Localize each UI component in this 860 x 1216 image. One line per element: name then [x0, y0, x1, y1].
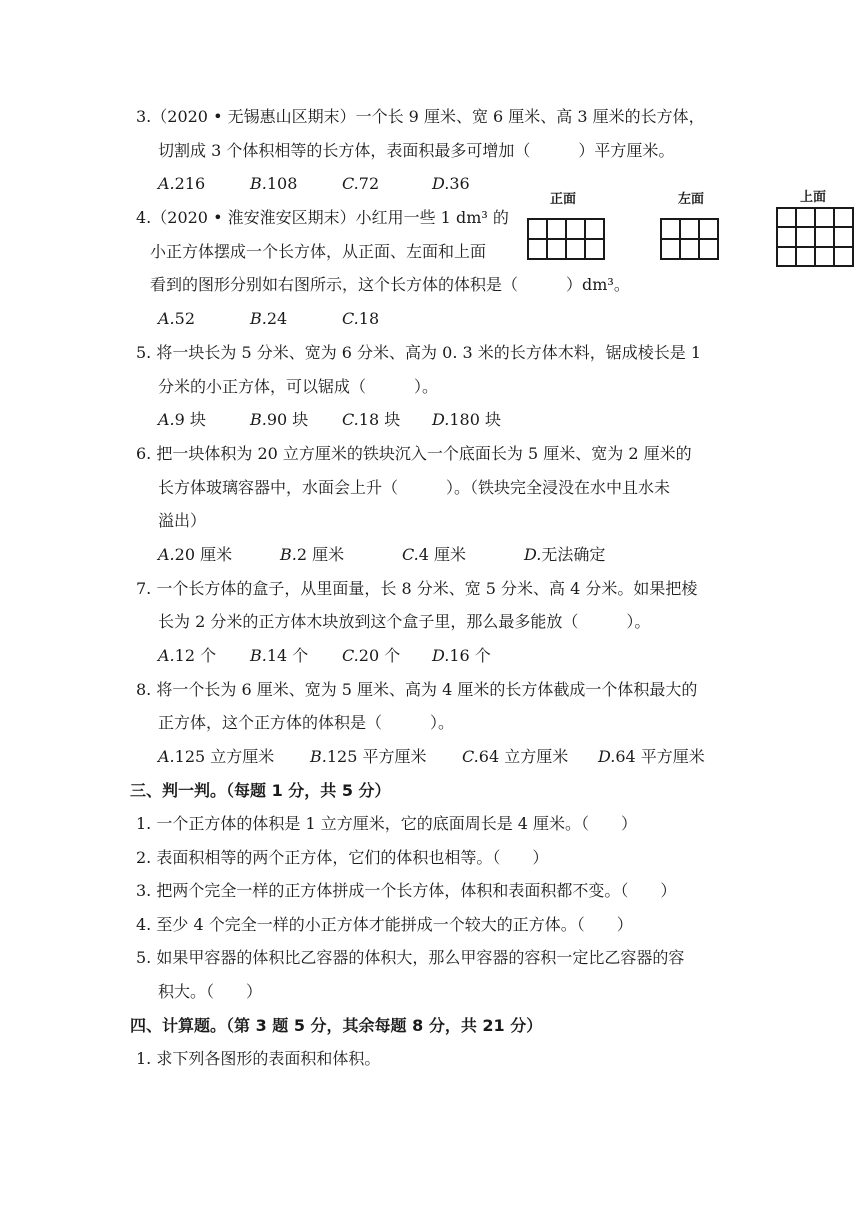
- option-d: D.180 块: [432, 410, 501, 429]
- option-a: A.216: [158, 174, 206, 193]
- option-b: B.14 个: [250, 646, 309, 665]
- question-4-line-1: 4.（2020 • 淮安淮安区期末）小红用一些 1 dm³ 的: [136, 208, 509, 227]
- option-a: A.125 立方厘米: [158, 747, 275, 766]
- option-a: A.52: [158, 309, 195, 328]
- option-a: A.9 块: [158, 410, 206, 429]
- question-8-line-1: 8. 将一个长为 6 厘米、宽为 5 厘米、高为 4 厘米的长方体截成一个体积最大的: [136, 680, 698, 699]
- question-3-line-2: 切割成 3 个体积相等的长方体，表面积最多可增加（ ）平方厘米。: [158, 141, 675, 160]
- question-4-line-2: 小正方体摆成一个长方体，从正面、左面和上面: [150, 242, 487, 261]
- option-c: C.4 厘米: [402, 545, 467, 564]
- left-view-label: 左面: [678, 192, 705, 207]
- option-b: B.2 厘米: [280, 545, 345, 564]
- section-4-title: 四、计算题。（第 3 题 5 分，其余每题 8 分，共 21 分）: [130, 1016, 543, 1035]
- top-view-grid: [776, 207, 854, 267]
- question-5-line-1: 5. 将一块长为 5 分米、宽为 6 分米、高为 0. 3 米的长方体木料，锯成棱长是 1: [136, 343, 702, 362]
- front-view-grid: [527, 218, 605, 260]
- option-d: D.64 平方厘米: [598, 747, 705, 766]
- judge-item-1: 1. 一个正方体的体积是 1 立方厘米，它的底面周长是 4 厘米。（ ）: [136, 814, 638, 833]
- option-d: D.36: [432, 174, 470, 193]
- question-7-line-2: 长为 2 分米的正方体木块放到这个盒子里，那么最多能放（ ）。: [158, 612, 651, 631]
- section-3-title: 三、判一判。（每题 1 分，共 5 分）: [130, 781, 391, 800]
- option-c: C.18 块: [342, 410, 401, 429]
- question-6-line-3: 溢出）: [158, 511, 207, 530]
- question-7-line-1: 7. 一个长方体的盒子，从里面量，长 8 分米、宽 5 分米、高 4 分米。如果把棱: [136, 579, 698, 598]
- judge-item-3: 3. 把两个完全一样的正方体拼成一个长方体，体积和表面积都不变。（ ）: [136, 881, 677, 900]
- question-5-line-2: 分米的小正方体，可以锯成（ ）。: [158, 377, 439, 396]
- option-c: C.64 立方厘米: [462, 747, 569, 766]
- question-6-line-2: 长方体玻璃容器中，水面会上升（ ）。（铁块完全浸没在水中且水未: [158, 478, 671, 497]
- question-6-line-1: 6. 把一块体积为 20 立方厘米的铁块沉入一个底面长为 5 厘米、宽为 2 厘米的: [136, 444, 692, 463]
- option-a: A.12 个: [158, 646, 217, 665]
- question-4-line-3: 看到的图形分别如右图所示，这个长方体的体积是（ ）dm³。: [150, 275, 630, 294]
- option-d: D.无法确定: [524, 545, 606, 564]
- option-b: B.125 平方厘米: [310, 747, 427, 766]
- option-c: C.20 个: [342, 646, 401, 665]
- top-view-label: 上面: [800, 190, 827, 205]
- option-d: D.16 个: [432, 646, 491, 665]
- option-b: B.90 块: [250, 410, 309, 429]
- judge-item-5-line-2: 积大。（ ）: [158, 982, 263, 1001]
- judge-item-5-line-1: 5. 如果甲容器的体积比乙容器的体积大，那么甲容器的容积一定比乙容器的容: [136, 948, 685, 967]
- option-a: A.20 厘米: [158, 545, 233, 564]
- question-3-line-1: 3.（2020 • 无锡惠山区期末）一个长 9 厘米、宽 6 厘米、高 3 厘米的长方体，: [136, 107, 705, 126]
- option-b: B.24: [250, 309, 288, 328]
- judge-item-2: 2. 表面积相等的两个正方体，它们的体积也相等。（ ）: [136, 848, 549, 867]
- question-8-line-2: 正方体，这个正方体的体积是（ ）。: [158, 713, 455, 732]
- calc-item-1: 1. 求下列各图形的表面积和体积。: [136, 1049, 381, 1068]
- option-c: C.18: [342, 309, 380, 328]
- option-b: B.108: [250, 174, 298, 193]
- judge-item-4: 4. 至少 4 个完全一样的小正方体才能拼成一个较大的正方体。（ ）: [136, 915, 633, 934]
- left-view-grid: [660, 218, 719, 260]
- option-c: C.72: [342, 174, 380, 193]
- front-view-label: 正面: [550, 192, 577, 207]
